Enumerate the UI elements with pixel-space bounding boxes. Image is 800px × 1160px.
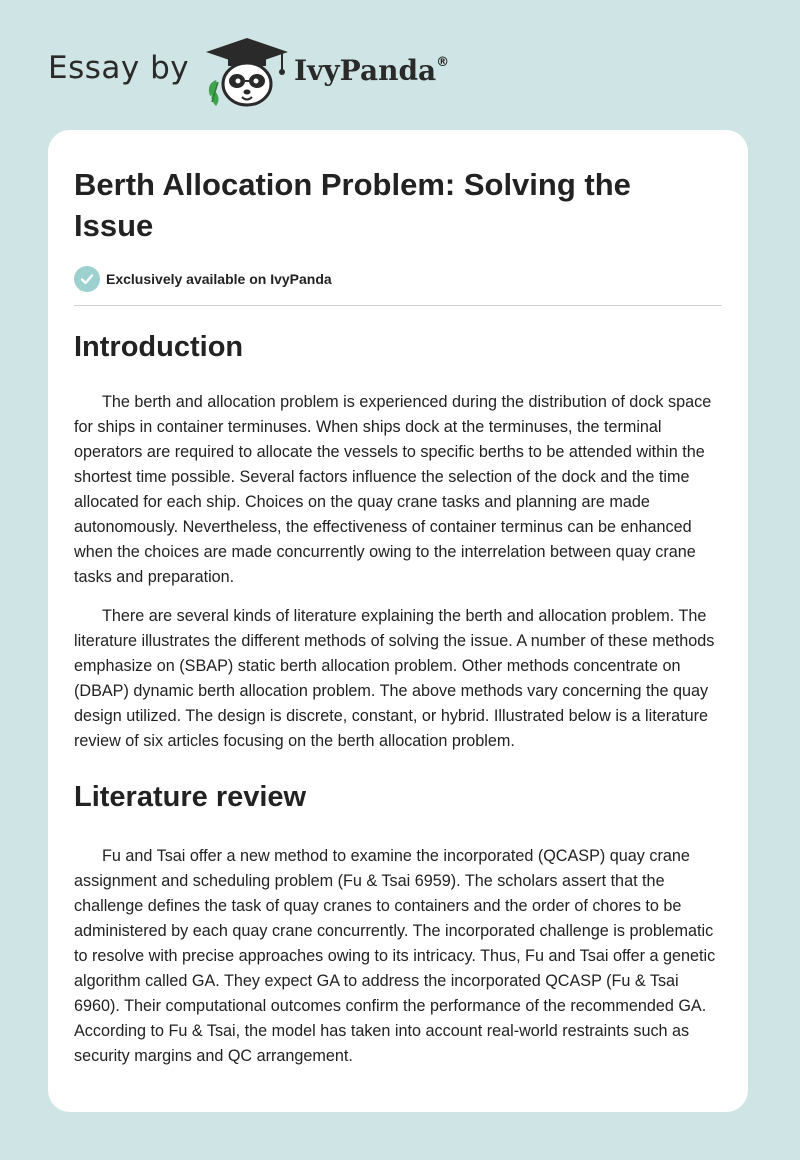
divider [74, 305, 722, 306]
exclusive-label: Exclusively available on IvyPanda [106, 271, 332, 287]
registered-mark: ® [436, 55, 450, 70]
essay-card [48, 130, 748, 1112]
ivypanda-logo-icon[interactable] [202, 36, 292, 108]
paragraph: Fu and Tsai offer a new method to examine the incorporated (QCASP) quay crane assignment and scheduling problem (Fu & Tsai 6959). The scholars assert that the challenge defines the task of quay cranes to containers and the order of chores to be administered by each quay crane concurrently. The incorporated challenge is problematic to resolve with precise approaches owing to its intricacy. Thus, Fu and Tsai offer a genetic algorithm called GA. They expect GA to address the incorporated QCASP (Fu & Tsai 6960). Their computational outcomes confirm the performance of the recommended GA. According to Fu & Tsai, the model has taken into account real-world restraints such as security margins and QC arrangement. [74, 847, 716, 1065]
essay-by-label: Essay by [48, 50, 190, 86]
paragraph: There are several kinds of literature explaining the berth and allocation problem. The literature illustrates the different methods of solving the issue. A number of these methods emphasize on (SBAP) static berth allocation problem. Other methods concentrate on (DBAP) dynamic berth allocation problem. The above methods vary concerning the quay design utilized. The design is discrete, constant, or hybrid. Illustrated below is a literature review of six articles focusing on the berth allocation problem. [74, 607, 715, 750]
paragraph: The berth and allocation problem is experienced during the distribution of dock space for ships in container terminuses. When ships dock at the terminuses, the terminal operators are required to allocate the vessels to specific berths to be attended within the shortest time possible. Several factors influence the selection of the dock and the time allocated for each ship. Choices on the quay crane tasks and planning are made autonomously. Nevertheless, the effectiveness of container terminus can be enhanced when the choices are made concurrently owing to the interrelation between quay crane tasks and preparation. [74, 393, 712, 586]
check-circle-icon [74, 266, 100, 292]
section-heading-introduction: Introduction [74, 331, 244, 363]
page-title: Berth Allocation Problem: Solving the Issue [74, 167, 631, 243]
brand-header [48, 36, 508, 108]
exclusive-badge [74, 266, 722, 292]
brand-name: IvyPanda® [294, 54, 450, 87]
section-heading-literature-review: Literature review [74, 781, 307, 813]
